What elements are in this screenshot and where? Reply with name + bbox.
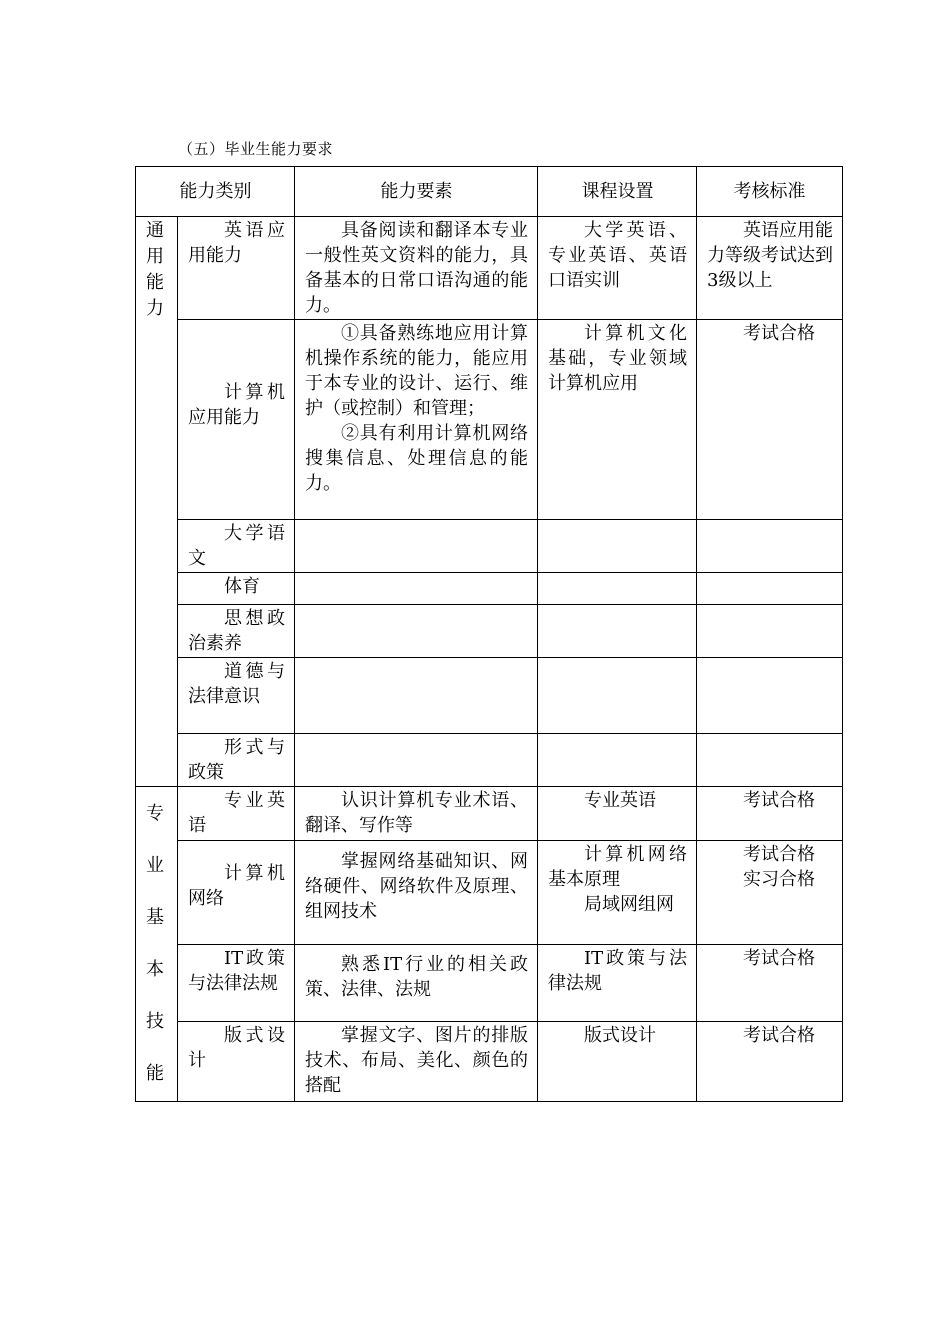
elements-item-2: ②具有利用计算机网络搜集信息、处理信息的能力。: [305, 423, 528, 494]
standard-cell: 考试合格: [697, 320, 843, 520]
elements-cell: 具备阅读和翻译本专业一般性英文资料的能力，具备基本的日常口语沟通的能力。: [295, 217, 538, 320]
standard-cell: 考试合格: [697, 787, 843, 841]
standard-cell: 考试合格: [697, 944, 843, 1021]
group-professional: [136, 787, 178, 1102]
elements-cell: [295, 658, 538, 734]
elements-item-1: ①具备熟练地应用计算机操作系统的能力，能应用于本专业的设计、运行、维护（或控制）和管理；: [305, 323, 528, 419]
courses-item-1: 计算机网络基本原理: [548, 844, 687, 891]
standard-item-2: 实习合格: [743, 869, 815, 891]
elements-cell: 熟悉IT行业的相关政策、法律、法规: [295, 944, 538, 1021]
category-cell: 版式设计: [178, 1022, 295, 1102]
courses-item-2: 局域网组网: [584, 894, 674, 916]
table-row: [136, 734, 843, 787]
category-cell: 道德与法律意识: [178, 658, 295, 734]
standard-item-1: 考试合格: [743, 844, 815, 866]
courses-cell: 计算机文化基础，专业领域计算机应用: [538, 320, 697, 520]
category-cell: 体育: [178, 573, 295, 605]
standard-cell: [697, 605, 843, 658]
elements-cell: [295, 520, 538, 573]
elements-cell: [295, 734, 538, 787]
section-title: （五）毕业生能力要求: [178, 140, 334, 158]
category-cell: 形式与政策: [178, 734, 295, 787]
group-general-label: 通用能力: [146, 220, 164, 319]
courses-cell: [538, 658, 697, 734]
ability-requirements-table: [135, 166, 843, 1102]
category-cell: 英语应用能力: [178, 217, 295, 320]
courses-cell: [538, 734, 697, 787]
table-row: [136, 658, 843, 734]
standard-cell: [697, 658, 843, 734]
courses-cell: 版式设计: [538, 1022, 697, 1102]
header-elements: 能力要素: [295, 167, 538, 217]
standard-cell: [697, 841, 843, 945]
group-professional-label: 专业基本技能: [146, 803, 164, 1084]
elements-cell: [295, 573, 538, 605]
table-row: [136, 320, 843, 520]
header-standard-text: 考核标准: [733, 181, 806, 202]
courses-cell: IT政策与法律法规: [538, 944, 697, 1021]
category-cell: 思想政治素养: [178, 605, 295, 658]
table-row: [136, 217, 843, 320]
table-row: [136, 520, 843, 573]
table-row: [136, 787, 843, 841]
standard-cell: [697, 520, 843, 573]
header-category: 能力类别: [136, 167, 295, 217]
category-cell: 计算机应用能力: [178, 320, 295, 520]
table-row: [136, 841, 843, 945]
standard-cell: [697, 734, 843, 787]
group-general: [136, 217, 178, 787]
table-row: [136, 1022, 843, 1102]
courses-cell: [538, 520, 697, 573]
courses-cell: [538, 841, 697, 945]
courses-cell: [538, 605, 697, 658]
elements-cell: 掌握文字、图片的排版技术、布局、美化、颜色的搭配: [295, 1022, 538, 1102]
category-cell: 计算机网络: [178, 841, 295, 945]
table-row: [136, 573, 843, 605]
standard-cell: [697, 573, 843, 605]
standard-cell: 考试合格: [697, 1022, 843, 1102]
category-cell: 专业英语: [178, 787, 295, 841]
standard-cell: 英语应用能力等级考试达到3级以上: [697, 217, 843, 320]
courses-cell: 专业英语: [538, 787, 697, 841]
table-row: [136, 944, 843, 1021]
category-cell: 大学语文: [178, 520, 295, 573]
courses-cell: [538, 573, 697, 605]
elements-cell: 掌握网络基础知识、网络硬件、网络软件及原理、组网技术: [295, 841, 538, 945]
elements-cell: [295, 320, 538, 520]
category-cell: IT政策与法律法规: [178, 944, 295, 1021]
table-row: [136, 605, 843, 658]
header-courses: 课程设置: [538, 167, 697, 217]
elements-cell: [295, 605, 538, 658]
header-standard: [697, 167, 843, 217]
courses-cell: 大学英语、专业英语、英语口语实训: [538, 217, 697, 320]
elements-cell: 认识计算机专业术语、翻译、写作等: [295, 787, 538, 841]
header-row: [136, 167, 843, 217]
